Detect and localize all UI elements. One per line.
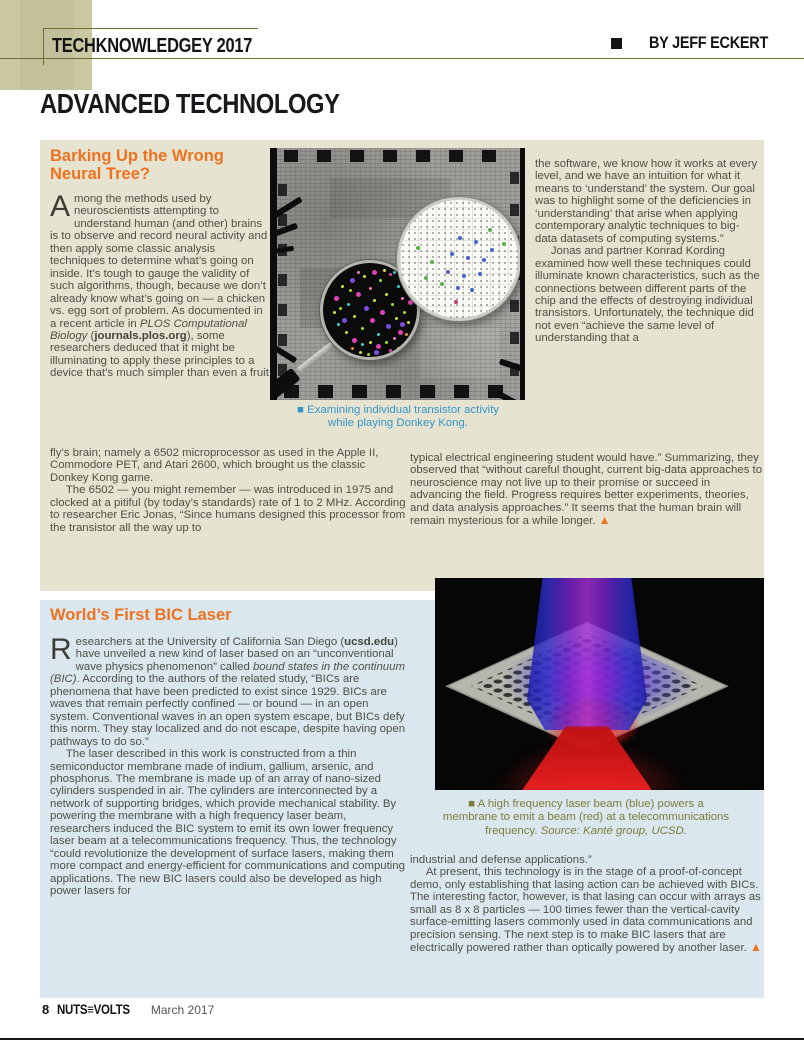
transistor-network-dots xyxy=(400,200,404,204)
footer-page-number: 8 xyxy=(42,1002,50,1017)
article2-caption: ■ A high frequency laser beam (blue) powers a membrane to emit a beam (red) at a telecommunications frequency. Source: Kanté group, UCSD. xyxy=(442,798,730,837)
article2-column-right: industrial and defense applications.” At present, this technology is in the stage of a proof-of-concept demo, only establishing that lasing action can be achieved with BICs. The interesting factor, however, is that lasing can occur with arrays as small as 8 x 8 particles — 100 times fewer than the vertical-cavity surface-emitting lasers commonly used in data communications and precision sensing. The next step is to make BIC lasers that are electrically powered rather than optically powered by another laser. ▲ xyxy=(410,854,762,955)
probe-rod-icon xyxy=(297,341,336,374)
article2-title: World’s First BIC Laser xyxy=(50,606,232,624)
article2-column-left xyxy=(50,633,408,898)
article2-left-text: esearchers at the University of California San Diego (ucsd.edu) have unveiled a new kind of laser based on an “unconventional wave physics phenomenon” called bound states in the continuum (BIC). According to the authors of the related study, “BICs are phenomena that have been predicted to exist since 1929. BICs are waves that remain perfectly confined — or bound — in an open system. Conventional waves in an open system escape, but BICs defy this norm. They stay localized and do not escape, despite having open pathways to do so.” The laser described in this work is constructed from a thin semiconductor membrane made of indium, gallium, arsenic, and phosphorus. The membrane is made up of an array of nano-sized cylinders suspended in air. The cylinders are interconnected by a network of supporting bridges, which provide mechanical stability. By powering the membrane with a high frequency laser beam, researchers induced the BIC system to emit its own lower frequency laser beam at a telecommunications frequency. Thus, the technology “could revolutionize the development of surface lasers, making them more compact and energy-efficient for communications and computing applications. The new BIC lasers could also be developed as high power lasers for xyxy=(50,636,406,898)
article2-dropcap: R xyxy=(50,633,72,666)
byline xyxy=(611,33,768,53)
article1-bottom-right-text: typical electrical engineering student would have.” Summarizing, they observed that “without careful thought, current big-data approaches to neuroscience may not live up to their promise or succeed in advancing the field. Progress requires better experiments, theories, and data analysis approaches.” It seems that the human brain will remain mysterious for a while longer. ▲ xyxy=(410,452,763,528)
blue-laser-beam xyxy=(527,578,647,730)
article1-caption: ■ Examining individual transistor activity while playing Donkey Kong. xyxy=(297,404,499,430)
magnifier-light-circle xyxy=(397,197,521,321)
article1-title: Barking Up the Wrong Neural Tree? xyxy=(50,147,224,184)
kicker-title: TECHKNOWLEDGEY 2017 xyxy=(52,35,253,57)
kicker-rule-top xyxy=(43,28,258,29)
bond-pads-top xyxy=(284,150,511,162)
footer-rule xyxy=(0,1038,804,1040)
transistor-activity-dots xyxy=(323,263,326,266)
section-title: ADVANCED TECHNOLOGY xyxy=(40,88,340,119)
footer-magazine-logo: NUTS≡VOLTS xyxy=(57,1002,131,1017)
photo-border-left xyxy=(270,148,277,400)
article1-bottom-left-text: fly’s brain; namely a 6502 microprocessor as used in the Apple II, Commodore PET, and Atari 2600, which brought us the classic Donkey Kong game. The 6502 — you might remember — was introduced in 1975 and clocked at a pitiful (by today’s standards) rate of 1 to 2 MHz. According to researcher Eric Jonas, “Since humans designed this processor from the transistor all the way up to xyxy=(50,447,406,534)
byline-square-icon xyxy=(611,38,622,49)
bond-pads-left xyxy=(278,172,287,376)
die-texture xyxy=(420,328,500,378)
article1-dropcap: A xyxy=(50,190,71,223)
footer-issue-date: March 2017 xyxy=(150,1003,215,1017)
chip-die-photo xyxy=(270,148,525,400)
article1-left-text: mong the methods used by neuroscientists attempting to understand human (and other) brains is to observe and record neural activity and then apply some classic analysis techniques to determine what’s going on inside. It’s tough to gauge the validity of such algorithms, though, because we don’t already know what’s going on — a chicken vs. egg sort of problem. As documented in a recent article in PLOS Computational Biology (journals.plos.org), some researchers deduced that it might be illuminating to apply these principles to a device that’s much simpler than even a fruit xyxy=(50,193,269,380)
article1-column-right: the software, we know how it works at every level, and we have an intuition for what it means to ‘understand’ the system. Our goal was to highlight some of the deficiencies in ‘understanding’ that arise when applying contemporary analytic techniques to big-data datasets of computing systems.” Jonas and partner Konrad Kording examined how well these techniques could illuminate known characteristics, such as the connections between different parts of the chip and the effects of destroying individual transistors. Unfortunately, the technique did not even “achieve the same level of understanding that a xyxy=(535,158,760,345)
header-rule xyxy=(0,58,804,59)
footer xyxy=(42,1002,214,1017)
photo-border-right xyxy=(520,148,525,400)
kicker-rule-left xyxy=(43,28,44,65)
article1-column-left xyxy=(50,190,272,380)
bond-pads-bottom xyxy=(284,385,511,398)
byline-text: BY JEFF ECKERT xyxy=(648,33,768,52)
laser-render-image xyxy=(435,578,764,790)
